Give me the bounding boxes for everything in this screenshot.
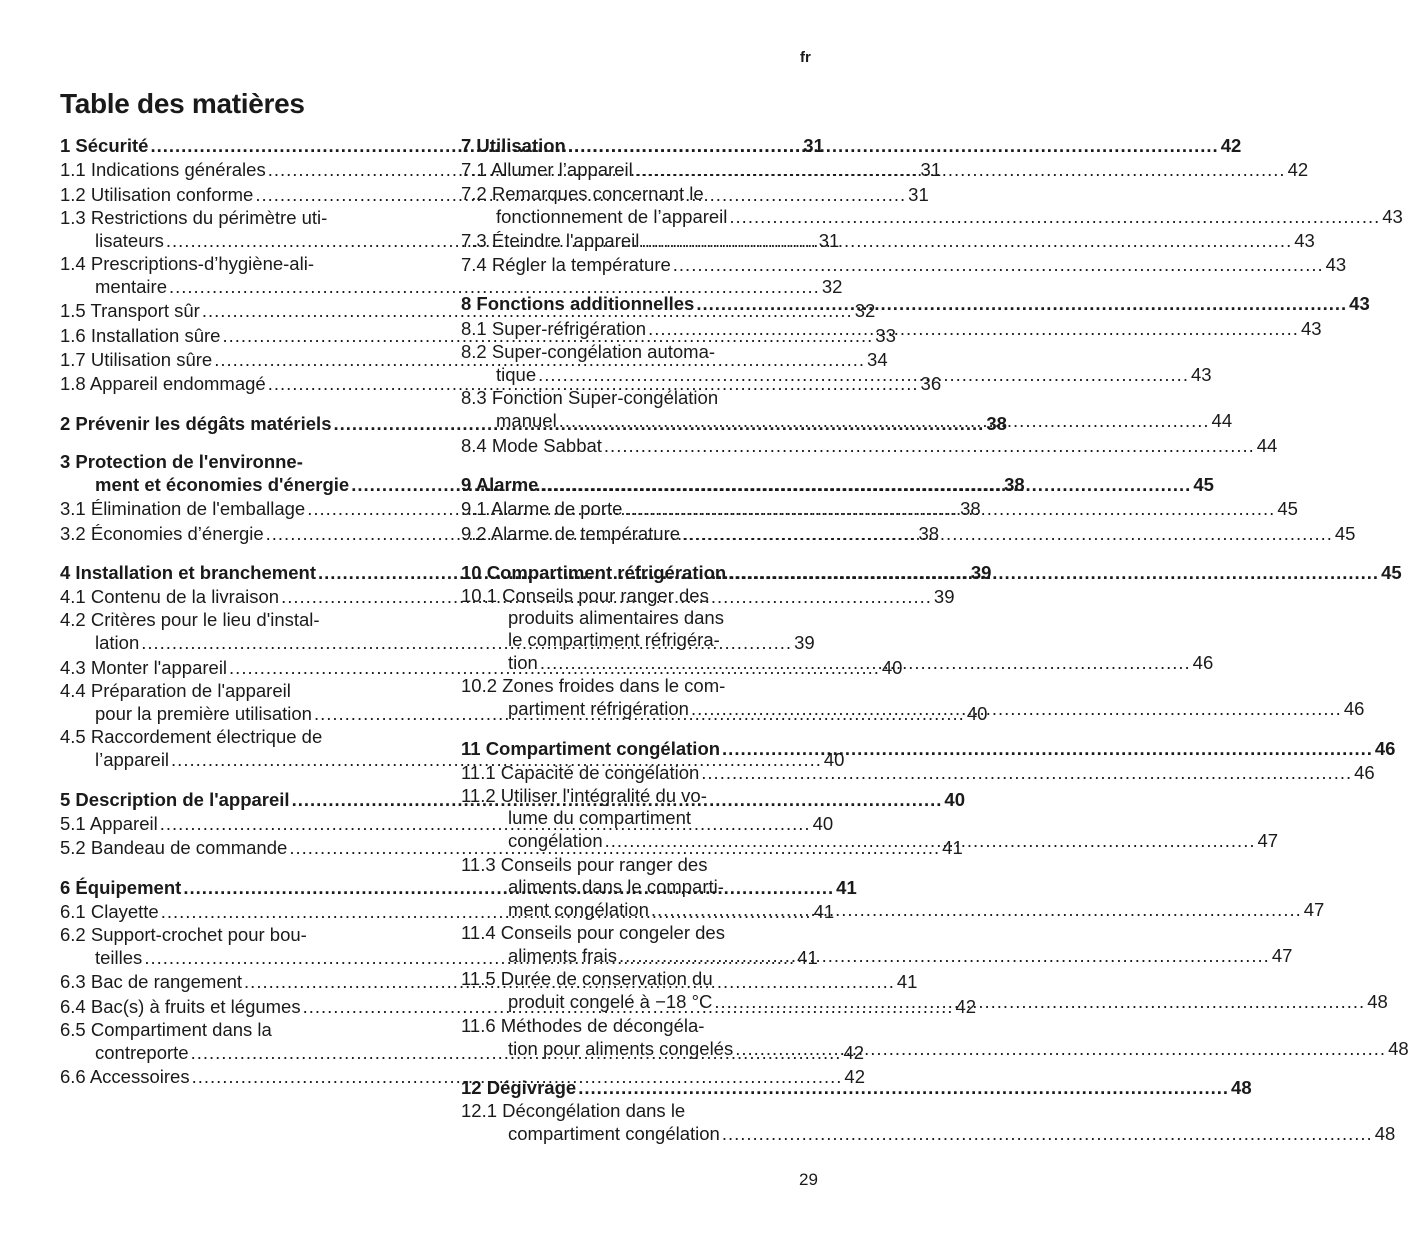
dot-leader bbox=[603, 829, 1258, 853]
dot-leader bbox=[694, 292, 1349, 316]
entry-title: fonctionnement de l’appareil bbox=[496, 205, 728, 227]
entry-title: 7.1 Allumer l’appareil bbox=[461, 159, 633, 181]
entry-title: 3.1 Élimination de l'emballage bbox=[60, 498, 306, 520]
entry-title: aliments frais bbox=[508, 944, 617, 966]
toc-item-line: 4.4 Préparation de l'appareil bbox=[60, 680, 291, 702]
toc-item[interactable] bbox=[461, 921, 1293, 968]
toc-item-line: 11.4 Conseils pour congeler des bbox=[461, 921, 725, 943]
toc-item-line: 8.2 Super-congélation automa- bbox=[461, 341, 716, 363]
toc-item-line: aliments dans le comparti- bbox=[508, 875, 724, 897]
entry-page-number: 44 bbox=[1256, 434, 1278, 456]
entry-title: 5.1 Appareil bbox=[60, 812, 158, 834]
entry-page-number: 48 bbox=[1388, 1037, 1409, 1059]
entry-page-number: 32 bbox=[854, 300, 876, 322]
entry-title: manuel bbox=[496, 410, 557, 432]
dot-leader bbox=[689, 697, 1344, 721]
dot-leader bbox=[680, 522, 1335, 546]
dot-leader bbox=[557, 409, 1212, 433]
entry-page-number: 46 bbox=[1374, 737, 1396, 759]
entry-page-number: 44 bbox=[1211, 410, 1233, 432]
entry-title: 1.7 Utilisation sûre bbox=[60, 349, 213, 371]
toc-entry[interactable] bbox=[461, 434, 1278, 458]
toc-item[interactable] bbox=[461, 761, 1375, 785]
page-number: 29 bbox=[799, 1170, 818, 1189]
entry-title: 3.2 Économies d’énergie bbox=[60, 522, 264, 544]
entry-title: lisateurs bbox=[95, 229, 164, 251]
dot-leader bbox=[726, 561, 1381, 585]
dot-leader bbox=[538, 473, 1193, 497]
entry-title: 9.2 Alarme de température bbox=[461, 522, 681, 544]
entry-title: 6.3 Bac de rangement bbox=[60, 971, 243, 993]
dot-leader bbox=[671, 253, 1326, 277]
entry-page-number: 32 bbox=[821, 276, 843, 298]
entry-title: partiment réfrigération bbox=[508, 698, 689, 720]
entry-page-number: 45 bbox=[1334, 522, 1356, 544]
entry-title: 7.3 Éteindre l'appareil bbox=[461, 229, 640, 251]
toc-entry[interactable] bbox=[461, 253, 1347, 277]
entry-title: 4.3 Monter l'appareil bbox=[60, 656, 228, 678]
toc-section-line: 3 Protection de l'environne- bbox=[60, 450, 303, 472]
entry-page-number: 38 bbox=[960, 498, 981, 520]
dot-leader bbox=[720, 1122, 1375, 1146]
entry-page-number: 40 bbox=[966, 703, 988, 725]
dot-leader bbox=[646, 317, 1301, 341]
entry-title: congélation bbox=[508, 830, 603, 852]
entry-page-number: 47 bbox=[1303, 898, 1325, 920]
entry-page-number: 45 bbox=[1193, 473, 1214, 495]
toc-item-line: 8.3 Fonction Super-congélation bbox=[461, 387, 719, 409]
entry-title: ment et économies d'énergie bbox=[95, 473, 350, 495]
entry-title: mentaire bbox=[95, 276, 167, 298]
entry-title: contreporte bbox=[95, 1042, 189, 1064]
entry-page-number: 36 bbox=[920, 373, 942, 395]
entry-title: 6.6 Accessoires bbox=[60, 1066, 190, 1088]
entry-page-number: 39 bbox=[794, 632, 815, 654]
entry-page-number: 48 bbox=[1231, 1076, 1252, 1098]
entry-page-number: 42 bbox=[844, 1066, 865, 1088]
dot-leader bbox=[727, 205, 1382, 229]
entry-title: lation bbox=[95, 632, 140, 654]
dot-leader bbox=[649, 898, 1304, 922]
toc-item-line: 10.2 Zones froides dans le com- bbox=[461, 675, 726, 697]
entry-page-number: 40 bbox=[881, 656, 903, 678]
entry-page-number: 39 bbox=[933, 586, 955, 608]
dot-leader bbox=[617, 944, 1272, 968]
entry-title: 4 Installation et branchement bbox=[60, 561, 316, 583]
toc-item-line: 1.4 Prescriptions-d’hygiène-ali- bbox=[60, 253, 314, 275]
entry-title: teilles bbox=[95, 947, 143, 969]
entry-page-number: 38 bbox=[1004, 473, 1025, 495]
toc-item-line: 11.5 Durée de conservation du bbox=[461, 968, 713, 990]
entry-page-number: 46 bbox=[1343, 698, 1365, 720]
dot-leader bbox=[720, 737, 1375, 761]
entry-title: 6 Équipement bbox=[60, 876, 182, 898]
entry-title: 12 Dégivrage bbox=[461, 1076, 577, 1098]
entry-page-number: 46 bbox=[1354, 762, 1375, 784]
entry-page-number: 40 bbox=[944, 788, 965, 810]
entry-page-number: 34 bbox=[867, 349, 888, 371]
entry-title: 9 Alarme bbox=[461, 473, 539, 495]
dot-leader bbox=[576, 1076, 1231, 1100]
entry-page-number: 31 bbox=[908, 183, 929, 205]
dot-leader bbox=[536, 363, 1191, 387]
entry-title: 1.5 Transport sûr bbox=[60, 300, 200, 322]
entry-title: produit congelé à −18 °C bbox=[508, 991, 713, 1013]
entry-title: 6.4 Bac(s) à fruits et légumes bbox=[60, 995, 301, 1017]
entry-page-number: 40 bbox=[823, 749, 845, 771]
entry-title: 11 Compartiment congélation bbox=[461, 737, 721, 759]
page-title: Table des matières bbox=[60, 88, 305, 119]
entry-title: 11.1 Capacité de congélation bbox=[461, 762, 700, 784]
entry-title: 5 Description de l'appareil bbox=[60, 788, 290, 810]
toc-item-line: 11.2 Utiliser l'intégralité du vo- bbox=[461, 785, 707, 807]
toc-item-line: 11.6 Méthodes de décongéla- bbox=[461, 1014, 705, 1036]
toc-item[interactable] bbox=[461, 434, 1278, 458]
entry-title: 7.4 Régler la température bbox=[461, 254, 671, 276]
entry-page-number: 31 bbox=[803, 135, 824, 156]
toc-item-line: 11.3 Conseils pour ranger des bbox=[461, 853, 708, 875]
entry-title: 8.4 Mode Sabbat bbox=[461, 434, 602, 456]
entry-page-number: 39 bbox=[970, 561, 992, 583]
toc-item-line: le compartiment réfrigéra- bbox=[508, 629, 720, 651]
toc-item-line: produits alimentaires dans bbox=[508, 607, 724, 629]
entry-page-number: 43 bbox=[1300, 317, 1322, 339]
toc-item-line: 6.2 Support-crochet pour bou- bbox=[60, 924, 307, 946]
entry-page-number: 47 bbox=[1271, 944, 1293, 966]
entry-page-number: 43 bbox=[1190, 364, 1212, 386]
entry-page-number: 43 bbox=[1294, 229, 1315, 251]
entry-title: 7 Utilisation bbox=[461, 135, 566, 156]
entry-page-number: 48 bbox=[1367, 991, 1388, 1013]
entry-title: 4.1 Contenu de la livraison bbox=[60, 586, 280, 608]
entry-page-number: 42 bbox=[1220, 135, 1242, 156]
toc-item[interactable] bbox=[461, 1100, 1396, 1146]
entry-page-number: 38 bbox=[918, 522, 940, 544]
entry-title: 5.2 Bandeau de commande bbox=[60, 837, 288, 859]
entry-title: 8.1 Super-réfrigération bbox=[461, 317, 647, 339]
entry-page-number: 43 bbox=[1349, 293, 1370, 315]
entry-page-number: 42 bbox=[955, 995, 977, 1017]
entry-page-number: 43 bbox=[1382, 205, 1403, 227]
language-label: fr bbox=[800, 49, 811, 66]
entry-page-number: 38 bbox=[986, 412, 1007, 434]
entry-page-number: 31 bbox=[818, 229, 840, 251]
entry-title: 1.6 Installation sûre bbox=[60, 324, 221, 346]
entry-page-number: 41 bbox=[836, 876, 857, 898]
entry-page-number: 42 bbox=[1287, 159, 1309, 181]
entry-title: 1.8 Appareil endommagé bbox=[60, 373, 266, 395]
entry-page-number: 48 bbox=[1374, 1123, 1396, 1145]
dot-leader bbox=[699, 761, 1354, 785]
entry-title: tique bbox=[496, 364, 537, 386]
entry-page-number: 41 bbox=[813, 900, 835, 922]
entry-title: 6.1 Clayette bbox=[60, 900, 159, 922]
entry-title: tion bbox=[508, 652, 538, 674]
toc-entry[interactable] bbox=[461, 1122, 1396, 1146]
toc-entry[interactable] bbox=[60, 275, 843, 299]
entry-page-number: 41 bbox=[896, 971, 918, 993]
entry-page-number: 45 bbox=[1381, 561, 1402, 583]
entry-title: l’appareil bbox=[95, 749, 170, 771]
entry-page-number: 40 bbox=[812, 812, 834, 834]
entry-title: 9.1 Alarme de porte bbox=[461, 498, 623, 520]
entry-title: 1 Sécurité bbox=[60, 135, 149, 156]
dot-leader bbox=[538, 651, 1193, 675]
dot-leader bbox=[639, 229, 1294, 253]
toc-entry[interactable] bbox=[461, 944, 1293, 968]
entry-page-number: 47 bbox=[1257, 830, 1279, 852]
toc-item-line: 10.1 Conseils pour ranger des bbox=[461, 585, 709, 607]
entry-title: 1.1 Indications générales bbox=[60, 159, 266, 181]
toc-item[interactable] bbox=[461, 253, 1347, 277]
entry-title: tion pour aliments congelés bbox=[508, 1037, 734, 1059]
entry-page-number: 46 bbox=[1192, 652, 1214, 674]
toc-item-line: 4.2 Critères pour le lieu d'instal- bbox=[60, 609, 320, 631]
dot-leader bbox=[602, 434, 1257, 458]
entry-page-number: 33 bbox=[875, 324, 896, 346]
entry-page-number: 41 bbox=[942, 837, 963, 859]
dot-leader bbox=[566, 134, 1221, 158]
entry-title: 2 Prévenir les dégâts matériels bbox=[60, 412, 332, 434]
entry-page-number: 41 bbox=[797, 947, 818, 969]
entry-page-number: 43 bbox=[1325, 254, 1347, 276]
toc-item-line: 7.2 Remarques concernant le bbox=[461, 182, 704, 204]
toc-item-line: lume du compartiment bbox=[508, 807, 692, 829]
dot-leader bbox=[633, 158, 1288, 182]
entry-title: compartiment congélation bbox=[508, 1123, 720, 1145]
toc-item-line: 12.1 Décongélation dans le bbox=[461, 1100, 686, 1122]
entry-page-number: 42 bbox=[843, 1042, 865, 1064]
toc-entry[interactable] bbox=[461, 205, 1403, 229]
entry-title: pour la première utilisation bbox=[95, 703, 312, 725]
entry-title: ment congélation bbox=[508, 898, 649, 920]
toc-section-entry[interactable] bbox=[461, 134, 1242, 158]
dot-leader bbox=[712, 990, 1367, 1014]
entry-title: 1.2 Utilisation conforme bbox=[60, 183, 254, 205]
dot-leader bbox=[733, 1037, 1388, 1061]
entry-title: 8 Fonctions additionnelles bbox=[461, 293, 695, 315]
toc-entry[interactable] bbox=[461, 761, 1375, 785]
toc-item-line: 1.3 Restrictions du périmètre uti- bbox=[60, 206, 328, 228]
toc-item-line: 6.5 Compartiment dans la bbox=[60, 1019, 272, 1041]
toc-item-line: 4.5 Raccordement électrique de bbox=[60, 726, 323, 748]
entry-title: 10 Compartiment réfrigération bbox=[461, 561, 727, 583]
entry-page-number: 45 bbox=[1277, 498, 1298, 520]
entry-page-number: 31 bbox=[920, 159, 942, 181]
dot-leader bbox=[622, 497, 1277, 521]
